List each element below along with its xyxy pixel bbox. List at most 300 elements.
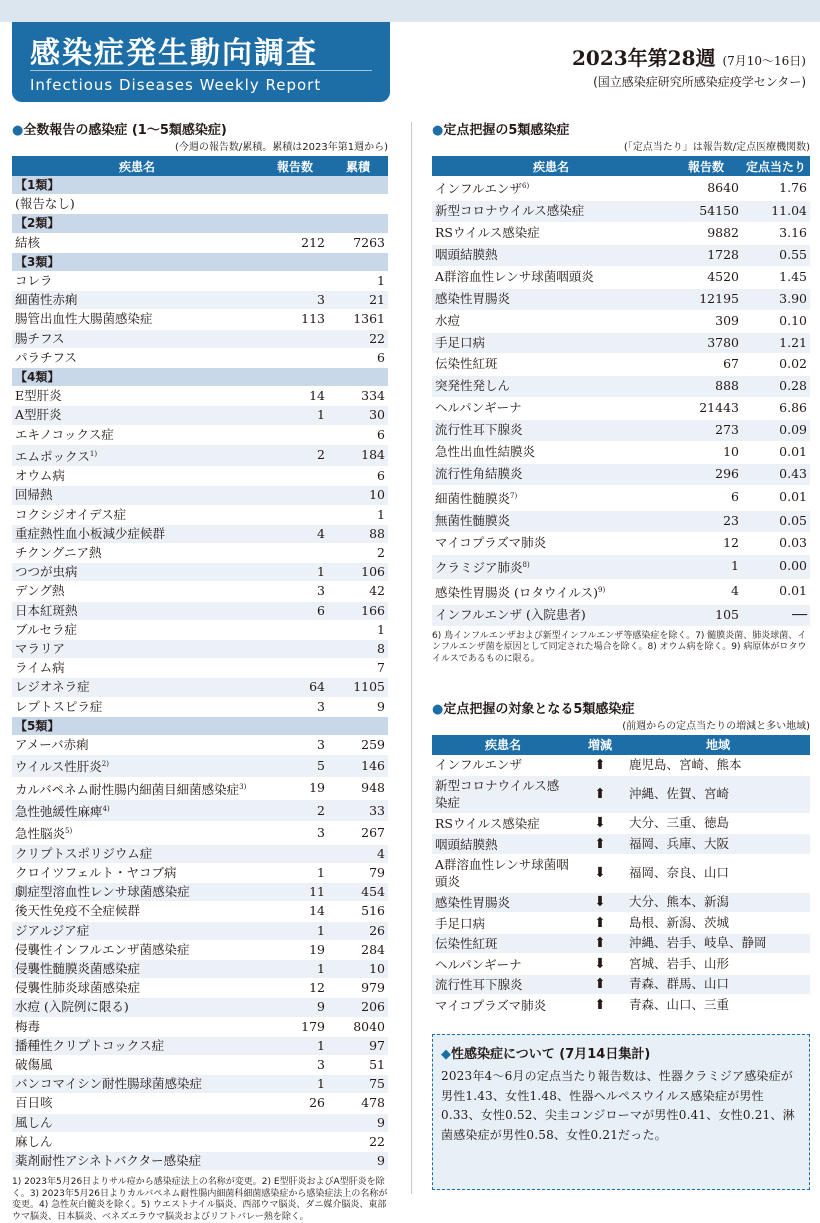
table-row	[432, 913, 810, 934]
per-sentinel: 0.01	[742, 442, 810, 464]
disease-name: ヘルパンギーナ	[432, 954, 574, 975]
disease-name: 劇症型溶血性レンサ球菌感染症	[12, 883, 262, 902]
week-label	[572, 42, 806, 71]
table-row	[12, 601, 388, 620]
title-banner	[12, 22, 390, 102]
cumulative-count: 516	[328, 902, 388, 921]
table-row	[12, 329, 388, 348]
cumulative-count: 26	[328, 921, 388, 940]
disease-name-text: 感染性胃腸炎 (ロタウイルス)	[435, 584, 598, 600]
disease-name	[12, 777, 262, 799]
arrow-up-icon: ⬆	[574, 834, 626, 855]
cumulative-count: 1	[328, 272, 388, 291]
report-count: 2	[262, 444, 328, 466]
disease-name-text: 急性脳炎	[15, 826, 66, 842]
disease-name: 侵襲性インフルエンザ菌感染症	[12, 940, 262, 959]
cumulative-count: 7263	[328, 233, 388, 252]
table-row	[12, 582, 388, 601]
disease-name: 侵襲性髄膜炎菌感染症	[12, 959, 262, 978]
table-row	[12, 902, 388, 921]
arrow-up-icon: ⬆	[574, 913, 626, 934]
table-row	[12, 959, 388, 978]
table-row	[432, 332, 810, 354]
per-sentinel: ──	[742, 604, 810, 626]
report-count: 4520	[670, 266, 742, 288]
disease-name: オウム病	[12, 467, 262, 486]
col-header-region: 地域	[626, 735, 810, 755]
disease-name: コレラ	[12, 272, 262, 291]
table-row	[432, 222, 810, 244]
table-row	[12, 486, 388, 505]
table-row	[432, 554, 810, 579]
table-row	[432, 485, 810, 510]
report-count: 105	[670, 604, 742, 626]
disease-name: 結核	[12, 233, 262, 252]
sti-box	[432, 1034, 810, 1190]
table-row	[12, 863, 388, 882]
category-row	[12, 252, 388, 271]
table-row	[12, 697, 388, 716]
report-count: 3	[262, 582, 328, 601]
report-count	[262, 659, 328, 678]
disease-name: 回帰熱	[12, 486, 262, 505]
category-label: 【5類】	[12, 716, 388, 735]
category-row	[12, 214, 388, 233]
report-count	[262, 1113, 328, 1132]
disease-name: 細菌性赤痢	[12, 291, 262, 310]
table-row	[432, 974, 810, 995]
cumulative-count: 259	[328, 736, 388, 755]
arrow-down-icon: ⬇	[574, 954, 626, 975]
table-row	[12, 940, 388, 959]
report-count: 12	[262, 979, 328, 998]
arrow-up-icon: ⬆	[574, 933, 626, 954]
disease-name: 侵襲性肺炎球菌感染症	[12, 979, 262, 998]
table-row	[12, 659, 388, 678]
cumulative-count: 2	[328, 544, 388, 563]
report-count	[262, 844, 328, 863]
report-count: 5	[262, 755, 328, 777]
cumulative-count: 10	[328, 486, 388, 505]
arrow-up-icon: ⬆	[574, 775, 626, 813]
col-header-count: 報告数	[262, 156, 328, 176]
report-count: 1	[262, 406, 328, 425]
table-row	[432, 310, 810, 332]
arrow-up-icon: ⬆	[574, 755, 626, 776]
cumulative-count: 1105	[328, 678, 388, 697]
table-row	[432, 854, 810, 892]
report-count: 11	[262, 883, 328, 902]
table-row	[12, 998, 388, 1017]
report-count: 1	[262, 563, 328, 582]
table-row	[12, 524, 388, 543]
disease-name-text: インフルエンザ	[435, 181, 523, 197]
category-row	[12, 716, 388, 735]
disease-name: 流行性角結膜炎	[432, 463, 670, 485]
footnote-mark: 6)	[522, 182, 530, 190]
table-row	[432, 442, 810, 464]
report-count: 6	[670, 485, 742, 510]
region-list: 大分、熊本、新潟	[626, 892, 810, 913]
cumulative-count: 284	[328, 940, 388, 959]
table-row	[432, 933, 810, 954]
region-list: 大分、三重、徳島	[626, 813, 810, 834]
table-row	[12, 1113, 388, 1132]
report-count	[262, 348, 328, 367]
report-count: 273	[670, 420, 742, 442]
disease-name: レジオネラ症	[12, 678, 262, 697]
disease-name-text: クラミジア肺炎	[435, 559, 523, 575]
cumulative-count: 106	[328, 563, 388, 582]
trend-table	[432, 735, 810, 1016]
cumulative-count: 8040	[328, 1017, 388, 1036]
disease-name: コクシジオイデス症	[12, 505, 262, 524]
report-count: 309	[670, 310, 742, 332]
sti-title: ◆性感染症について (7月14日集計)	[441, 1047, 651, 1062]
category-label: 【2類】	[12, 214, 388, 233]
report-count: 3	[262, 822, 328, 844]
report-count	[262, 467, 328, 486]
disease-name-text: 細菌性髄膜炎	[435, 491, 511, 506]
category-row	[12, 176, 388, 195]
report-count	[262, 329, 328, 348]
report-count	[262, 544, 328, 563]
disease-name: 突発性発しん	[432, 376, 670, 398]
cumulative-count: 6	[328, 467, 388, 486]
disease-name: 無菌性髄膜炎	[432, 510, 670, 532]
cumulative-count: 30	[328, 406, 388, 425]
footnote-mark: 5)	[65, 827, 73, 836]
table-row	[432, 834, 810, 855]
report-count: 1	[262, 921, 328, 940]
bullet-icon: ●	[432, 701, 444, 717]
report-count: 14	[262, 387, 328, 406]
report-count: 212	[262, 233, 328, 252]
arrow-down-icon: ⬇	[574, 813, 626, 834]
disease-name: 播種性クリプトコックス症	[12, 1036, 262, 1055]
disease-name: 水痘	[432, 310, 670, 332]
report-count: 179	[262, 1017, 328, 1036]
table-row	[12, 799, 388, 821]
sentinel-table	[432, 156, 810, 627]
disease-name: ヘルパンギーナ	[432, 398, 670, 420]
cumulative-count: 979	[328, 979, 388, 998]
disease-name: RSウイルス感染症	[432, 813, 574, 834]
footnote-mark: 7)	[510, 491, 518, 500]
disease-name: 急性出血性結膜炎	[432, 442, 670, 464]
cumulative-count: 478	[328, 1094, 388, 1113]
disease-name: ライム病	[12, 659, 262, 678]
report-count	[262, 640, 328, 659]
report-count: 12	[670, 532, 742, 554]
disease-name: 手足口病	[432, 913, 574, 934]
disease-name: A群溶血性レンサ球菌咽頭炎	[432, 266, 670, 288]
report-count	[262, 486, 328, 505]
disease-name: 重症熱性血小板減少症候群	[12, 524, 262, 543]
report-count: 9882	[670, 222, 742, 244]
table-row	[432, 398, 810, 420]
cumulative-count: 1	[328, 620, 388, 639]
per-sentinel: 0.55	[742, 244, 810, 266]
disease-name: 日本紅斑熱	[12, 601, 262, 620]
table-row	[12, 544, 388, 563]
disease-name-text: ウイルス性肝炎	[15, 759, 102, 775]
report-count: 67	[670, 354, 742, 376]
disease-name: 新型コロナウイルス感染症	[432, 775, 574, 813]
arrow-down-icon: ⬇	[574, 854, 626, 892]
per-sentinel: 6.86	[742, 398, 810, 420]
per-sentinel: 0.05	[742, 510, 810, 532]
disease-name	[432, 579, 670, 604]
table-row	[432, 604, 810, 626]
report-count: 2	[262, 799, 328, 821]
report-count: 4	[670, 579, 742, 604]
col-header-per: 定点当たり	[742, 156, 810, 176]
cumulative-count: 206	[328, 998, 388, 1017]
trend-section-title: ●定点把握の対象となる5類感染症	[432, 701, 635, 717]
report-count: 64	[262, 678, 328, 697]
disease-name: アメーバ赤痢	[12, 736, 262, 755]
table-row	[12, 505, 388, 524]
disease-name	[12, 444, 262, 466]
disease-name	[432, 485, 670, 510]
report-count: 19	[262, 940, 328, 959]
cumulative-count: 7	[328, 659, 388, 678]
per-sentinel: 0.43	[742, 463, 810, 485]
footnote-mark: 1)	[89, 449, 98, 458]
cumulative-count: 4	[328, 844, 388, 863]
disease-name: 百日咳	[12, 1094, 262, 1113]
arrow-up-icon: ⬆	[574, 974, 626, 995]
cumulative-count: 21	[328, 291, 388, 310]
disease-name: 咽頭結膜熱	[432, 244, 670, 266]
right-column	[432, 122, 810, 1016]
institute-label: (国立感染症研究所感染症疫学センター)	[593, 75, 806, 89]
disease-name: 新型コロナウイルス感染症	[432, 201, 670, 223]
cumulative-count: 1	[328, 505, 388, 524]
report-count: 1	[262, 863, 328, 882]
category-row	[12, 368, 388, 387]
disease-name: A型肝炎	[12, 406, 262, 425]
cumulative-count: 9	[328, 697, 388, 716]
region-list: 島根、新潟、茨城	[626, 913, 810, 934]
disease-name: (報告なし)	[12, 195, 388, 214]
cumulative-count: 22	[328, 329, 388, 348]
table-row	[432, 288, 810, 310]
disease-name: バンコマイシン耐性腸球菌感染症	[12, 1075, 262, 1094]
disease-name-text: カルバペネム耐性腸内細菌目細菌感染症	[15, 781, 240, 797]
col-header-cum: 累積	[328, 156, 388, 176]
category-label: 【4類】	[12, 368, 388, 387]
col-header-count: 報告数	[670, 156, 742, 176]
table-row	[12, 736, 388, 755]
report-count: 4	[262, 524, 328, 543]
disease-name-text: エムポックス	[15, 449, 90, 464]
disease-name: レプトスピラ症	[12, 697, 262, 716]
per-sentinel: 0.09	[742, 420, 810, 442]
report-count	[262, 620, 328, 639]
disease-name	[12, 822, 262, 844]
table-row	[12, 406, 388, 425]
disease-name: つつが虫病	[12, 563, 262, 582]
report-count: 1	[262, 959, 328, 978]
disease-name: パラチフス	[12, 348, 262, 367]
col-header-name: 疾患名	[432, 735, 574, 755]
table-row	[432, 463, 810, 485]
disease-name: チクングニア熱	[12, 544, 262, 563]
table-row	[432, 579, 810, 604]
table-row	[12, 1094, 388, 1113]
cumulative-count: 334	[328, 387, 388, 406]
region-list: 宮城、岩手、山形	[626, 954, 810, 975]
disease-name: マイコプラズマ肺炎	[432, 995, 574, 1016]
sentinel-section-note: (「定点当たり」は報告数/定点医療機関数)	[623, 142, 810, 153]
disease-name: インフルエンザ (入院患者)	[432, 604, 670, 626]
report-count: 19	[262, 777, 328, 799]
cumulative-count: 184	[328, 444, 388, 466]
table-row	[12, 387, 388, 406]
cumulative-count: 97	[328, 1036, 388, 1055]
bullet-icon: ●	[432, 123, 444, 138]
region-list: 青森、群馬、山口	[626, 974, 810, 995]
disease-name: クロイツフェルト・ヤコブ病	[12, 863, 262, 882]
disease-name: エキノコックス症	[12, 425, 262, 444]
disease-name: RSウイルス感染症	[432, 222, 670, 244]
region-list: 青森、山口、三重	[626, 995, 810, 1016]
disease-name	[432, 554, 670, 579]
disease-name: ブルセラ症	[12, 620, 262, 639]
table-row	[12, 310, 388, 329]
report-count: 3	[262, 1055, 328, 1074]
table-row	[432, 201, 810, 223]
per-sentinel: 1.21	[742, 332, 810, 354]
region-list: 福岡、兵庫、大阪	[626, 834, 810, 855]
table-row	[12, 844, 388, 863]
disease-name: 麻しん	[12, 1132, 262, 1151]
arrow-up-icon: ⬆	[574, 995, 626, 1016]
table-row	[432, 995, 810, 1016]
title-en: Infectious Diseases Weekly Report	[30, 76, 322, 94]
title-jp: 感染症発生動向調査	[30, 36, 318, 71]
report-count: 113	[262, 310, 328, 329]
report-count	[262, 505, 328, 524]
report-count	[262, 1132, 328, 1151]
disease-name: 破傷風	[12, 1055, 262, 1074]
report-count: 1728	[670, 244, 742, 266]
table-row	[12, 563, 388, 582]
cumulative-count: 454	[328, 883, 388, 902]
cumulative-count: 9	[328, 1151, 388, 1170]
per-sentinel: 0.01	[742, 579, 810, 604]
cumulative-count: 146	[328, 755, 388, 777]
report-count: 54150	[670, 201, 742, 223]
diamond-icon: ◆	[441, 1047, 451, 1062]
table-row	[12, 1017, 388, 1036]
notifiable-table	[12, 156, 388, 1171]
per-sentinel: 0.10	[742, 310, 810, 332]
footnote-mark: 3)	[239, 782, 247, 791]
table-row	[12, 1132, 388, 1151]
report-count: 1	[262, 1075, 328, 1094]
report-count: 3	[262, 291, 328, 310]
cumulative-count: 88	[328, 524, 388, 543]
table-row	[12, 467, 388, 486]
table-row	[432, 244, 810, 266]
disease-name	[12, 755, 262, 777]
week-number: 2023年第28週	[571, 46, 716, 70]
cumulative-count: 10	[328, 959, 388, 978]
disease-name: E型肝炎	[12, 387, 262, 406]
category-label: 【3類】	[12, 252, 388, 271]
disease-name: 感染性胃腸炎	[432, 288, 670, 310]
disease-name: マラリア	[12, 640, 262, 659]
col-header-dir: 増減	[574, 735, 626, 755]
sti-body: 2023年4～6月の定点当たり報告数は、性器クラミジア感染症が男性1.43、女性1.48、性器ヘルペスウイルス感染症が男性0.33、女性0.52、尖圭コンジローマが男性0.41、女性0.21、淋菌感染症が男性0.58、女性0.21だった。	[441, 1069, 795, 1142]
report-count: 23	[670, 510, 742, 532]
disease-name: 薬剤耐性アシネトバクター感染症	[12, 1151, 262, 1170]
report-count: 8640	[670, 176, 742, 201]
cumulative-count: 948	[328, 777, 388, 799]
report-count: 888	[670, 376, 742, 398]
table-row	[12, 272, 388, 291]
disease-name: 梅毒	[12, 1017, 262, 1036]
table-row	[432, 354, 810, 376]
cumulative-count: 42	[328, 582, 388, 601]
table-row	[432, 510, 810, 532]
report-count: 296	[670, 463, 742, 485]
per-sentinel: 0.00	[742, 554, 810, 579]
footnote-mark: 8)	[522, 560, 530, 569]
arrow-down-icon: ⬇	[574, 892, 626, 913]
disease-name: 風しん	[12, 1113, 262, 1132]
table-row	[12, 233, 388, 252]
report-count	[262, 272, 328, 291]
column-divider	[411, 122, 412, 1194]
per-sentinel: 3.90	[742, 288, 810, 310]
table-row	[432, 755, 810, 776]
report-count: 12195	[670, 288, 742, 310]
table-row	[12, 444, 388, 466]
table-row	[432, 532, 810, 554]
col-header-name: 疾患名	[432, 156, 670, 176]
table-row	[12, 1055, 388, 1074]
disease-name: 伝染性紅斑	[432, 354, 670, 376]
table-row	[432, 775, 810, 813]
report-count: 10	[670, 442, 742, 464]
cumulative-count: 6	[328, 348, 388, 367]
table-row	[12, 195, 388, 214]
report-count: 3	[262, 736, 328, 755]
footnote-mark: 2)	[101, 760, 109, 769]
cumulative-count: 75	[328, 1075, 388, 1094]
table-row	[12, 678, 388, 697]
per-sentinel: 0.02	[742, 354, 810, 376]
cumulative-count: 51	[328, 1055, 388, 1074]
disease-name	[12, 799, 262, 821]
table-row	[432, 420, 810, 442]
region-list: 沖縄、岩手、岐阜、静岡	[626, 933, 810, 954]
table-row	[12, 883, 388, 902]
report-count: 6	[262, 601, 328, 620]
disease-name: デング熱	[12, 582, 262, 601]
per-sentinel: 3.16	[742, 222, 810, 244]
disease-name: 咽頭結膜熱	[432, 834, 574, 855]
table-row	[12, 822, 388, 844]
cumulative-count: 166	[328, 601, 388, 620]
cumulative-count: 22	[328, 1132, 388, 1151]
week-range: (7月10～16日)	[722, 54, 806, 68]
disease-name: インフルエンザ	[432, 755, 574, 776]
